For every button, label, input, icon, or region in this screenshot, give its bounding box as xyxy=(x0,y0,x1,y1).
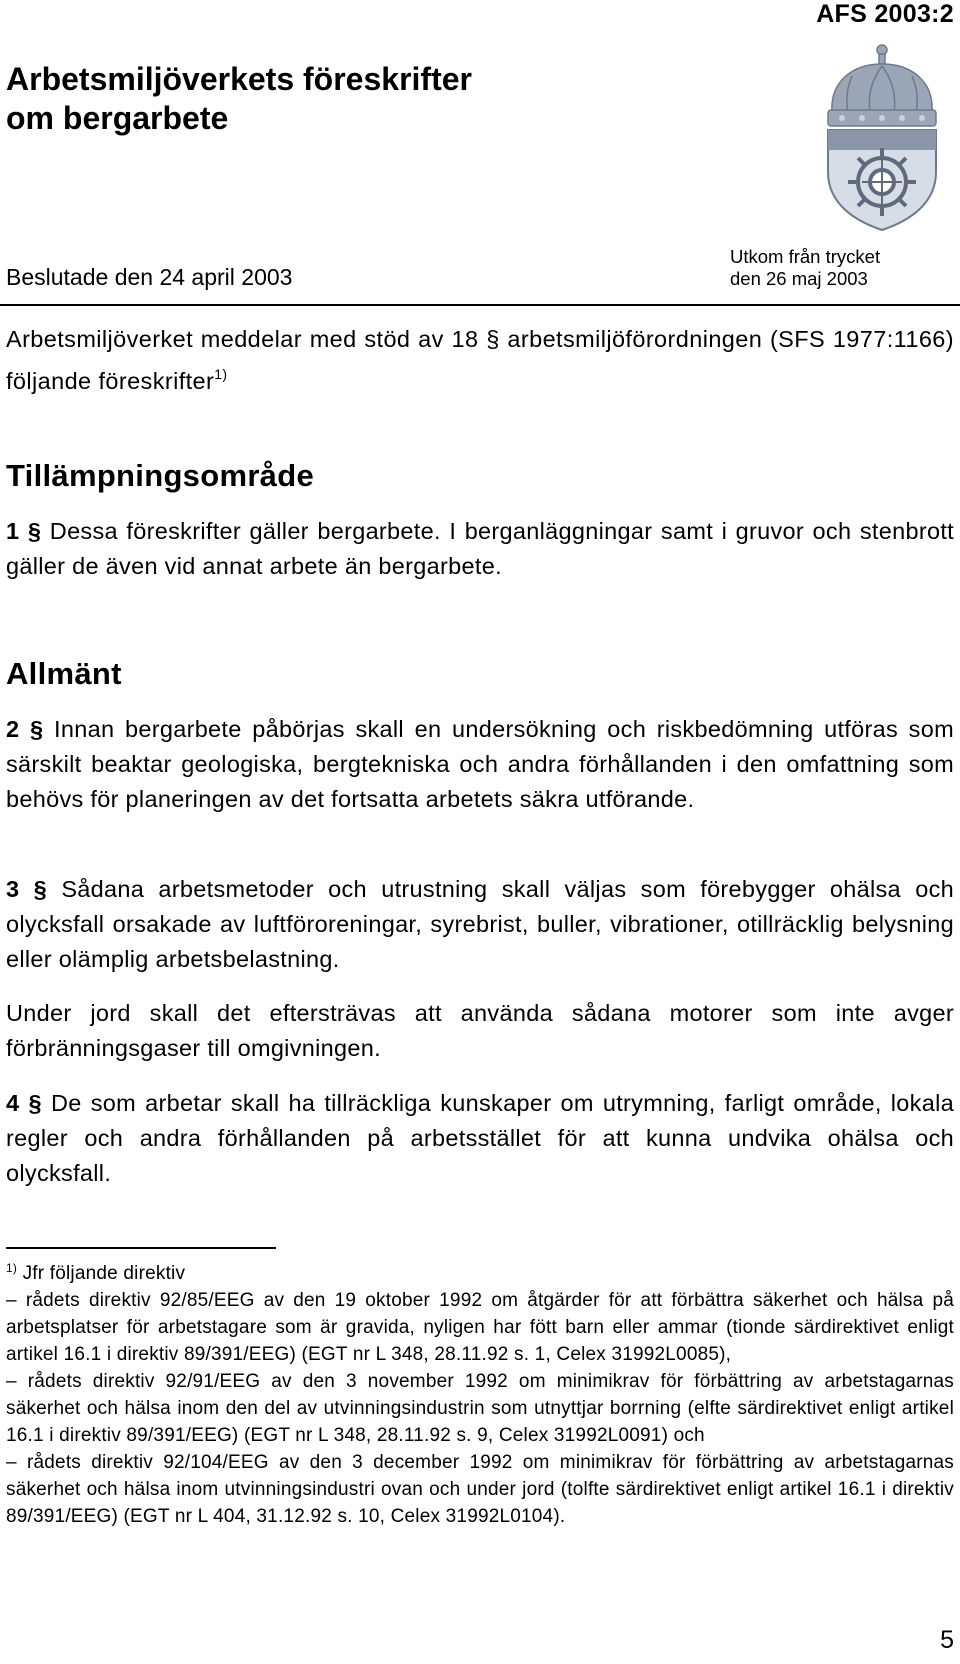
footnote-ref[interactable]: 1) xyxy=(214,366,228,382)
document-series: AFS 2003:2 xyxy=(816,0,954,28)
paragraph-number: 3 § xyxy=(6,876,48,902)
footnote-intro xyxy=(6,1255,954,1287)
paragraph-text: Dessa föreskrifter gäller bergarbete. I berganläggningar samt i gruvor och stenbrott gäller de även vid annat arbete än bergarbete. xyxy=(6,518,954,579)
paragraph-number: 4 § xyxy=(6,1090,42,1116)
release-line-2: den 26 maj 2003 xyxy=(730,268,868,289)
section-heading-tillampningsomrade: Tillämpningsområde xyxy=(6,458,314,493)
paragraph-3-continuation: Under jord skall det eftersträvas att använda sådana motorer som inte avger förbränningsgaser till omgivningen. xyxy=(6,1000,954,1061)
paragraph-text: Innan bergarbete påbörjas skall en undersökning och riskbedömning utföras som särskilt beaktar geologiska, bergtekniska och andra förhållanden i den omfattning som behövs för planeringen av det fortsatta arbetets säkra utförande. xyxy=(6,716,954,812)
paragraph-number: 2 § xyxy=(6,716,44,742)
footnote-item-3: – rådets direktiv 92/104/EEG av den 3 december 1992 om minimikrav för förbättring av arbetstagarnas säkerhet och hälsa inom utvinningsindustri ovan och under jord (tolfte särdirektivet enligt artikel 16.1 i direktiv 89/391/EEG) (EGT nr L 404, 31.12.92 s. 10, Celex 31992L0104). xyxy=(6,1452,954,1527)
page-number: 5 xyxy=(940,1626,954,1654)
paragraph-number: 1 § xyxy=(6,518,42,544)
title-line-1: Arbetsmiljöverkets föreskrifter xyxy=(6,61,472,97)
footnote-marker: 1) xyxy=(6,1261,18,1275)
paragraph-1 xyxy=(6,514,954,584)
paragraph-3 xyxy=(6,872,954,977)
release-line-1: Utkom från trycket xyxy=(730,246,881,267)
intro-text: Arbetsmiljöverket meddelar med stöd av 18 § arbetsmiljöförordningen (SFS 1977:1166) följande föreskrifter xyxy=(6,326,954,394)
header-divider xyxy=(0,304,960,306)
footnote-item-1: – rådets direktiv 92/85/EEG av den 19 oktober 1992 om åtgärder för att förbättra säkerhet och hälsa på arbetsplatser för arbetstagare som är gravida, nyligen har fött barn eller ammar (tionde särdirektivet enligt artikel 16.1 i direktiv 89/391/EEG) (EGT nr L 348, 28.11.92 s. 1, Celex 31992L0085), xyxy=(6,1290,954,1365)
footnote-divider xyxy=(6,1247,276,1249)
paragraph-text: Sådana arbetsmetoder och utrustning skall väljas som förebygger ohälsa och olycksfall orsakade av luftföroreningar, syrebrist, buller, vibrationer, otillräcklig belysning eller olämplig arbetsbelastning. xyxy=(6,876,954,972)
crown-shield-gear-crest-icon xyxy=(822,42,942,232)
title-line-2: om bergarbete xyxy=(6,100,229,136)
paragraph-2 xyxy=(6,712,954,817)
decided-date: Beslutade den 24 april 2003 xyxy=(6,264,293,290)
footnote-intro-text: Jfr följande direktiv xyxy=(22,1263,186,1284)
release-date xyxy=(730,246,880,290)
intro-paragraph xyxy=(6,322,954,399)
paragraph-text: De som arbetar skall ha tillräckliga kunskaper om utrymning, farligt område, lokala regler och andra förhållanden på arbetsstället för att kunna undvika ohälsa och olycksfall. xyxy=(6,1090,954,1186)
footnote xyxy=(6,1255,954,1530)
paragraph-4 xyxy=(6,1086,954,1191)
footnote-item-2: – rådets direktiv 92/91/EEG av den 3 november 1992 om minimikrav för förbättring av arbetstagarnas säkerhet och hälsa inom den del av utvinningsindustrin som utnyttjar borrning (elfte särdirektivet enligt artikel 16.1 i direktiv 89/391/EEG) (EGT nr L 348, 28.11.92 s. 9, Celex 31992L0091) och xyxy=(6,1371,954,1446)
section-heading-allmant: Allmänt xyxy=(6,656,122,691)
page-title xyxy=(6,60,472,138)
